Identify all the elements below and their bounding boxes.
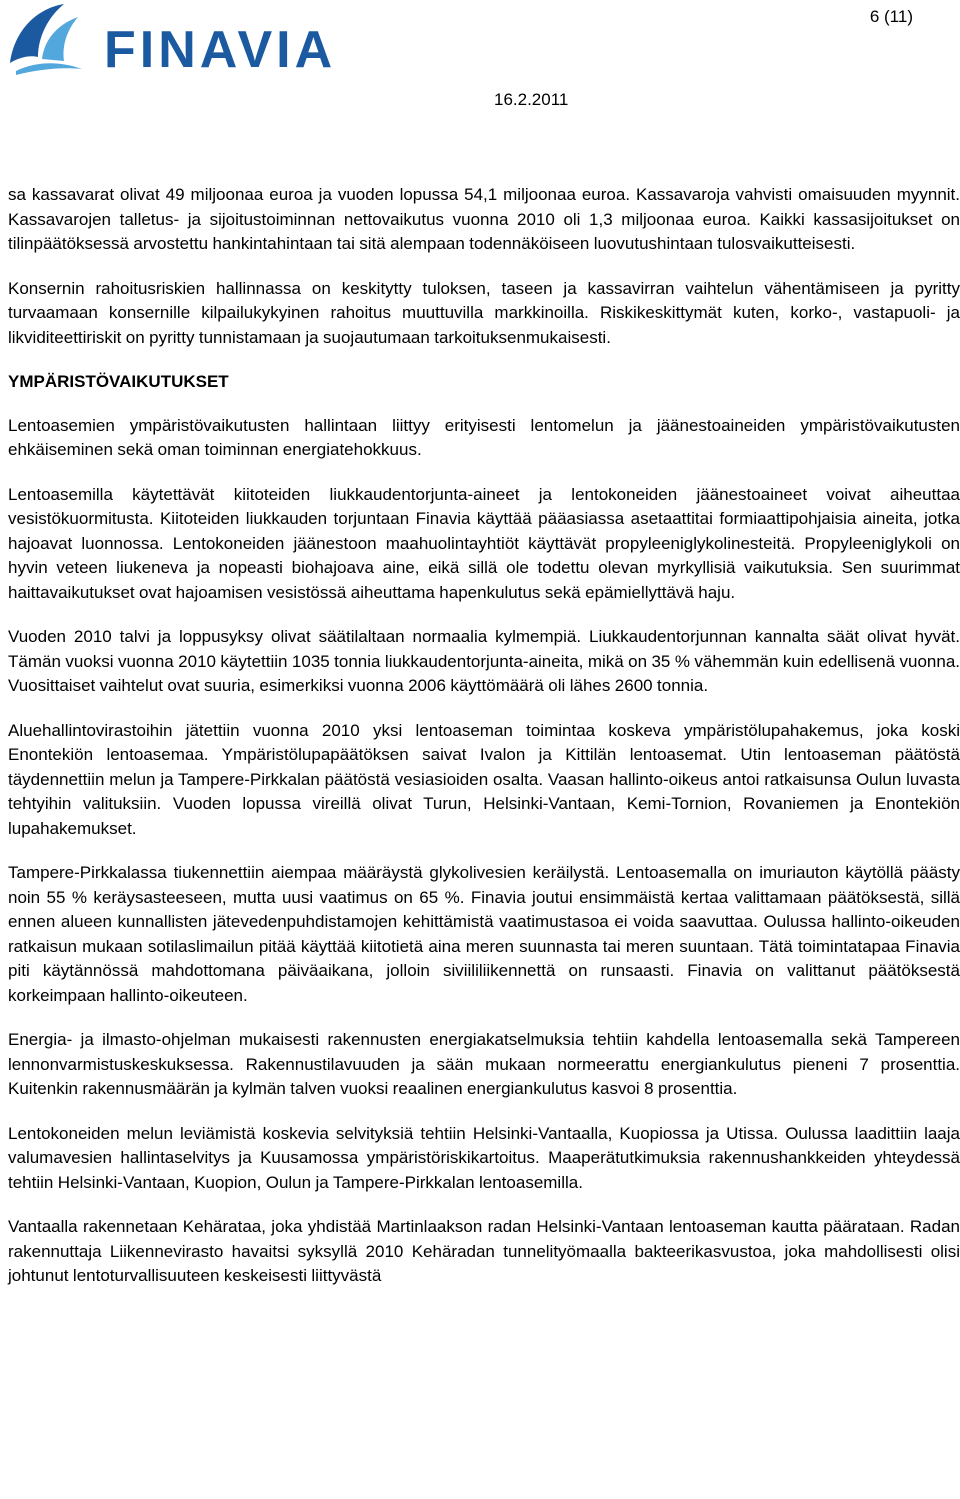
document-body — [8, 183, 960, 1309]
paragraph: Lentoasemien ympäristövaikutusten hallintaan liittyy erityisesti lentomelun ja jäänestoaineiden ympäristövaikutusten ehkäiseminen sekä oman toiminnan energiatehokkuus. — [8, 415, 960, 459]
paragraph: Lentoasemilla käytettävät kiitoteiden liukkaudentorjunta-aineet ja lentokoneiden jäänestoaineet voivat aiheuttaa vesistökuormitusta. Kiitoteiden liukkauden torjuntaan Finavia käyttää pääasiassa asetaattitai formiaattipohjaisia aineita, jotka hajoavat luonnossa. Lentokoneiden jäänestoon maahuolintayhtiöt käyttävät propyleeniglykolinesteitä. Propyleeniglykoli on hyvin veteen liukeneva ja nopeasti biohajoava aine, eikä sillä ole todettu olevan myrkyllisiä vaikutuksia. Sen suurimmat haittavaikutukset ovat hajoamisen vesistössä aiheuttama hapenkulutus sekä epämiellyttävä haju. — [8, 484, 960, 602]
logo-wordmark: FINAVIA — [104, 21, 337, 79]
finavia-logo-mark — [8, 3, 380, 83]
paragraph: Lentokoneiden melun leviämistä koskevia selvityksiä tehtiin Helsinki-Vantaalla, Kuopiossa ja Utissa. Oulussa laadittiin laaja valumavesien hallintaselvitys ja Kuusamossa ympäristöriskikartoitus. Maaperätutkimuksia rakennushankkeiden yhteydessä tehtiin Helsinki-Vantaan, Kuopion, Oulun ja Tampere-Pirkkalan lentoasemilla. — [8, 1123, 960, 1192]
paragraph: Vuoden 2010 talvi ja loppusyksy olivat säätilaltaan normaalia kylmempiä. Liukkaudentorjunnan kannalta säät olivat hyvät. Tämän vuoksi vuonna 2010 käytettiin 1035 tonnia liukkaudentorjunta-aineita, mikä on 35 % vähemmän kuin edellisenä vuonna. Vuosittaiset vaihtelut ovat suuria, esimerkiksi vuonna 2006 käyttömäärä oli lähes 2600 tonnia. — [8, 627, 960, 695]
document-date: 16.2.2011 — [494, 90, 569, 109]
paragraph: Aluehallintovirastoihin jätettiin vuonna 2010 yksi lentoaseman toimintaa koskeva ympäristölupahakemus, joka koski Enontekiön lentoasemaa. Ympäristölupapäätöksen saivat Ivalon ja Kittilän lentoasemat. Utin lentoaseman päätöstä täydennettiin melun ja Tampere-Pirkkalan päätöstä vesiasioiden osalta. Vaasan hallinto-oikeus antoi ratkaisunsa Oulun luvasta tehtyihin valituksiin. Vuoden lopussa vireillä olivat Turun, Helsinki-Vantaan, Kemi-Tornion, Rovaniemen ja Enontekiön lupahakemukset. — [8, 720, 960, 838]
paragraph: Tampere-Pirkkalassa tiukennettiin aiempaa määräystä glykolivesien keräilystä. Lentoasemalla on imuriauton käytöllä päästy noin 55 % keräysasteeseen, mutta uusi vaatimus on 65 %. Finavia joutui ensimmäistä kertaa valittamaan päätöksestä, sillä ennen alueen kunnallisten jätevedenpuhdistamojen kehittämistä vaatimustasoa ei voida saavuttaa. Oulussa hallinto-oikeuden ratkaisun mukaan sotilaslimailun pitää käyttää kiitotietä aina meren suunnasta tai meren suuntaan. Tätä toimintatapaa Finavia piti käytännössä mahdottomana päiväaikana, jolloin siviililiikennettä on runsaasti. Finavia on valittanut päätöksestä korkeimpaan hallinto-oikeuteen. — [8, 863, 960, 1005]
section-heading: YMPÄRISTÖVAIKUTUKSET — [8, 372, 229, 391]
finavia-logo — [8, 3, 380, 83]
paragraph: Energia- ja ilmasto-ohjelman mukaisesti rakennusten energiakatselmuksia tehtiin kahdella lentoasemalla sekä Tampereen lennonvarmistuskeskuksessa. Rakennustilavuuden ja sään mukaan normeerattu energiankulutus pieneni 7 prosenttia. Kuitenkin rakennusmäärän ja kylmän talven vuoksi reaalinen energiankulutus kasvoi 8 prosenttia. — [8, 1030, 960, 1098]
paragraph: sa kassavarat olivat 49 miljoonaa euroa ja vuoden lopussa 54,1 miljoonaa euroa. Kassavaroja vahvisti omaisuuden myynnit. Kassavarojen talletus- ja sijoitustoiminnan nettovaikutus vuonna 2010 oli 1,3 miljoonaa euroa. Kaikki kassasijoitukset on tilinpäätöksessä arvostettu hankintahintaan tai sitä alempaan todennäköiseen luovutushintaan tulosvaikutteisesti. — [8, 185, 960, 253]
paragraph: Konsernin rahoitusriskien hallinnassa on keskitytty tuloksen, taseen ja kassavirran vaihtelun vähentämiseen ja pyritty turvaamaan konsernille kilpailukykyinen rahoitus muuttuvilla markkinoilla. Riskikeskittymät kuten, korko-, vastapuoli- ja likviditeettiriskit on pyritty tunnistamaan ja suojautumaan tarkoituksenmukaisesti. — [8, 278, 960, 347]
paragraph: Vantaalla rakennetaan Kehärataa, joka yhdistää Martinlaakson radan Helsinki-Vantaan lentoaseman kautta päärataan. Radan rakennuttaja Liikennevirasto havaitsi syksyllä 2010 Kehäradan tunnelityömaalla bakteerikasvustoa, joka mahdollisesti olisi johtunut lentoturvallisuuteen keskeisesti liittyvästä — [8, 1217, 960, 1285]
page-number: 6 (11) — [869, 7, 913, 26]
